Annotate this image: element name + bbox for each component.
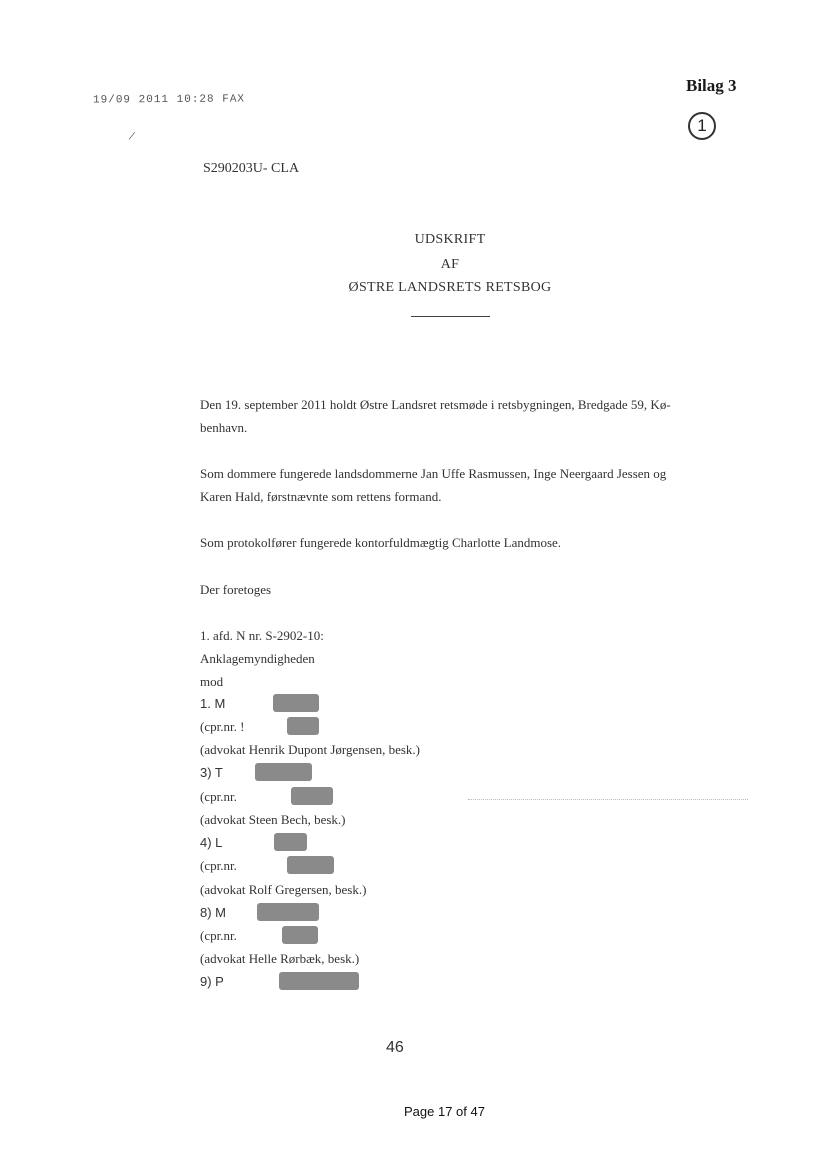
redaction-block	[257, 903, 319, 921]
stray-mark: /	[127, 127, 137, 144]
redaction-block	[282, 926, 318, 944]
heading-underline	[411, 316, 490, 317]
versus-label: mod	[200, 674, 224, 689]
defendant-9-name: 9) P	[200, 974, 224, 989]
case-reference: S290203U- CLA	[203, 161, 300, 176]
defendant-3-name: 3) T	[200, 765, 223, 780]
defendant-3-cpr: (cpr.nr.	[200, 789, 237, 804]
heading-udskrift	[0, 232, 828, 248]
defendant-3-lawyer: (advokat Steen Bech, besk.)	[200, 812, 346, 827]
handwritten-page-number: 46	[386, 1039, 404, 1056]
defendant-1-cpr: (cpr.nr. !	[200, 719, 245, 734]
defendant-8-lawyer: (advokat Helle Rørbæk, besk.)	[200, 951, 360, 966]
defendant-8-cpr: (cpr.nr.	[200, 928, 237, 943]
heading-court-name	[0, 280, 828, 296]
redaction-block	[279, 972, 359, 990]
defendant-4-lawyer: (advokat Rolf Gregersen, besk.)	[200, 882, 367, 897]
heading-line-2: AF	[440, 257, 460, 272]
paragraph-der-foretoges: Der foretoges	[200, 582, 272, 597]
redaction-block	[287, 856, 334, 874]
handwritten-circled-number: 1	[688, 112, 716, 140]
paragraph-date	[200, 393, 671, 439]
dotted-line	[468, 799, 748, 800]
defendant-4-name: 4) L	[200, 835, 223, 850]
paragraph-date-line-1: Den 19. september 2011 holdt Østre Landsret retsmøde i retsbygningen, Bredgade 59, Kø-	[200, 397, 671, 412]
heading-line-3: ØSTRE LANDSRETS RETSBOG	[348, 280, 552, 295]
defendant-1-lawyer: (advokat Henrik Dupont Jørgensen, besk.)	[200, 742, 420, 757]
redaction-block	[255, 763, 312, 781]
paragraph-judges-line-1: Som dommere fungerede landsdommerne Jan Uffe Rasmussen, Inge Neergaard Jessen og	[200, 466, 667, 481]
redaction-block	[274, 833, 307, 851]
defendant-4-cpr: (cpr.nr.	[200, 858, 237, 873]
heading-af	[0, 257, 828, 273]
redaction-block	[291, 787, 333, 805]
case-number: 1. afd. N nr. S-2902-10:	[200, 628, 324, 643]
page-footer: Page 17 of 47	[404, 1104, 485, 1119]
paragraph-judges	[200, 462, 666, 508]
redaction-block	[273, 694, 319, 712]
prosecution-label: Anklagemyndigheden	[200, 651, 315, 666]
paragraph-judges-line-2: Karen Hald, førstnævnte som rettens formand.	[200, 489, 442, 504]
redaction-block	[287, 717, 319, 735]
bilag-label: Bilag 3	[686, 76, 737, 95]
heading-line-1: UDSKRIFT	[414, 232, 486, 247]
defendant-8-name: 8) M	[200, 905, 226, 920]
defendant-1-name: 1. M	[200, 696, 226, 711]
fax-transmission-header: 19/09 2011 10:28 FAX	[92, 93, 246, 107]
paragraph-date-line-2: benhavn.	[200, 420, 248, 435]
paragraph-clerk: Som protokolfører fungerede kontorfuldmægtig Charlotte Landmose.	[200, 535, 562, 550]
